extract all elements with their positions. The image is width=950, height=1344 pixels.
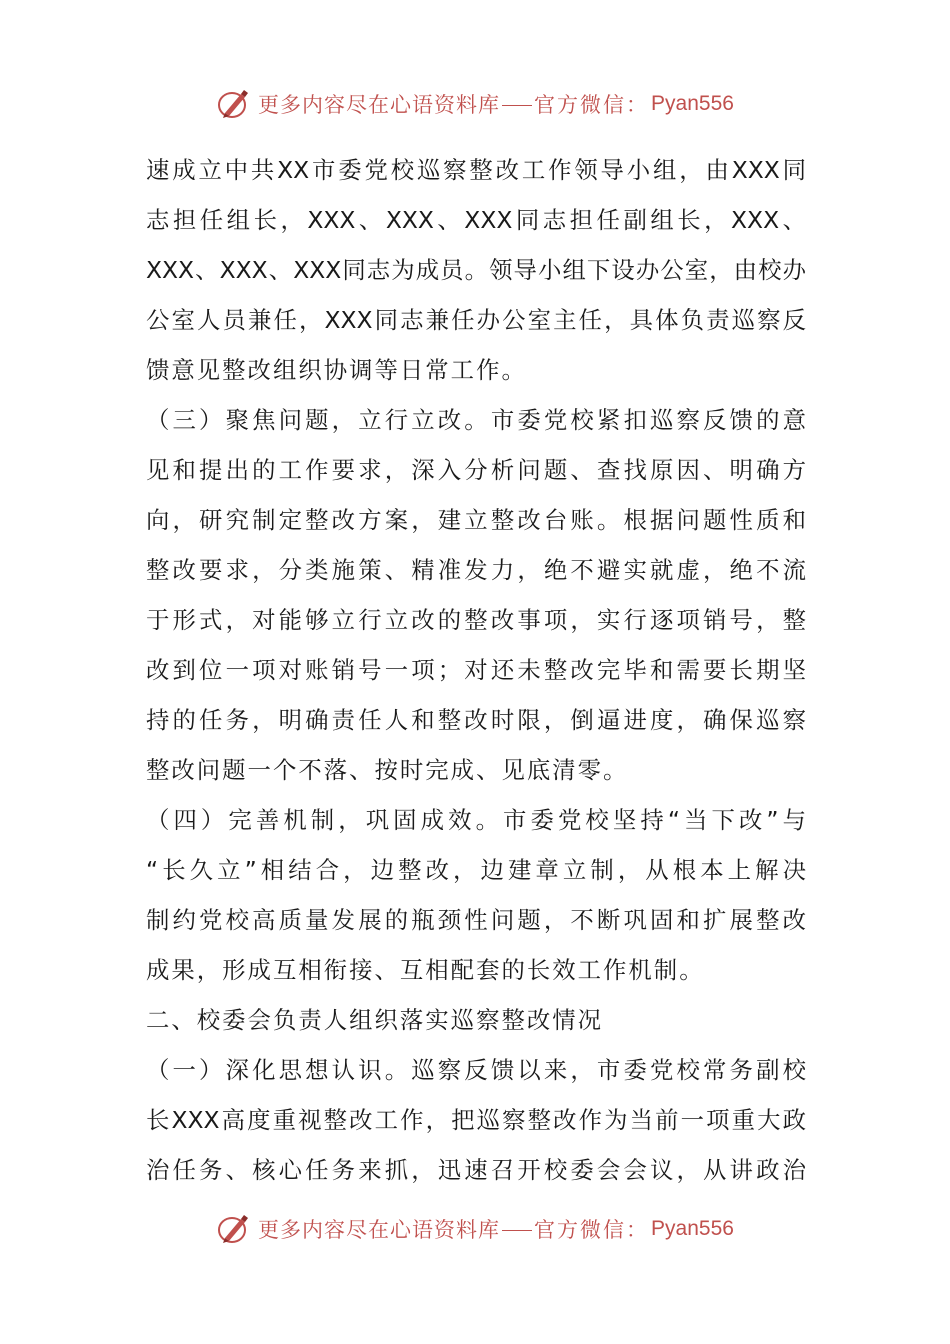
watermark-brand: 更多内容尽在心语资料库 (258, 1218, 501, 1242)
text-line: （三）聚焦问题，立行立改。市委党校紧扣巡察反馈的意 (146, 406, 806, 434)
text-line: 见和提出的工作要求，深入分析问题、查找原因、明确方 (146, 456, 806, 484)
text-line: 整改问题一个不落、按时完成、见底清零。 (146, 756, 629, 784)
text-line: 制约党校高质量发展的瓶颈性问题，不断巩固和扩展整改 (146, 906, 806, 934)
text-line: 公室人员兼任，XXX同志兼任办公室主任，具体负责巡察反 (146, 306, 806, 334)
watermark-official-label: 官方微信： (534, 1218, 650, 1242)
watermark-wechat-id: Pyan556 (651, 92, 734, 115)
text-line: 速成立中共XX市委党校巡察整改工作领导小组，由XXX同 (146, 156, 806, 184)
text-line: （一）深化思想认识。巡察反馈以来，市委党校常务副校 (146, 1056, 806, 1084)
text-line: 馈意见整改组织协调等日常工作。 (146, 356, 527, 384)
pen-logo-icon (216, 86, 252, 122)
text-line: 持的任务，明确责任人和整改时限，倒逼进度，确保巡察 (146, 706, 806, 734)
watermark-dash (502, 105, 532, 106)
text-line: 向，研究制定整改方案，建立整改台账。根据问题性质和 (146, 506, 806, 534)
watermark-dash (502, 1230, 532, 1231)
watermark-brand: 更多内容尽在心语资料库 (258, 93, 501, 117)
watermark-banner-bottom (0, 1209, 950, 1249)
text-line: 整改要求，分类施策、精准发力，绝不避实就虚，绝不流 (146, 556, 806, 584)
text-line: “长久立”相结合，边整改，边建章立制，从根本上解决 (146, 856, 806, 884)
document-body (146, 145, 806, 1195)
section-heading: 二、校委会负责人组织落实巡察整改情况 (146, 1006, 604, 1034)
watermark-banner-top (0, 84, 950, 124)
text-line: 治任务、核心任务来抓，迅速召开校委会会议，从讲政治 (146, 1156, 806, 1184)
pen-logo-icon (216, 1211, 252, 1247)
text-line: （四）完善机制，巩固成效。市委党校坚持“当下改”与 (146, 806, 806, 834)
text-line: 改到位一项对账销号一项；对还未整改完毕和需要长期坚 (146, 656, 806, 684)
text-line: 志担任组长，XXX、XXX、XXX同志担任副组长，XXX、 (146, 206, 806, 234)
text-line: 于形式，对能够立行立改的整改事项，实行逐项销号，整 (146, 606, 806, 634)
watermark-wechat-id: Pyan556 (651, 1217, 734, 1240)
text-line: 成果，形成互相衔接、互相配套的长效工作机制。 (146, 956, 705, 984)
text-line: 长XXX高度重视整改工作，把巡察整改作为当前一项重大政 (146, 1106, 806, 1134)
text-line: XXX、XXX、XXX同志为成员。领导小组下设办公室，由校办 (146, 256, 806, 284)
watermark-official-label: 官方微信： (534, 93, 650, 117)
